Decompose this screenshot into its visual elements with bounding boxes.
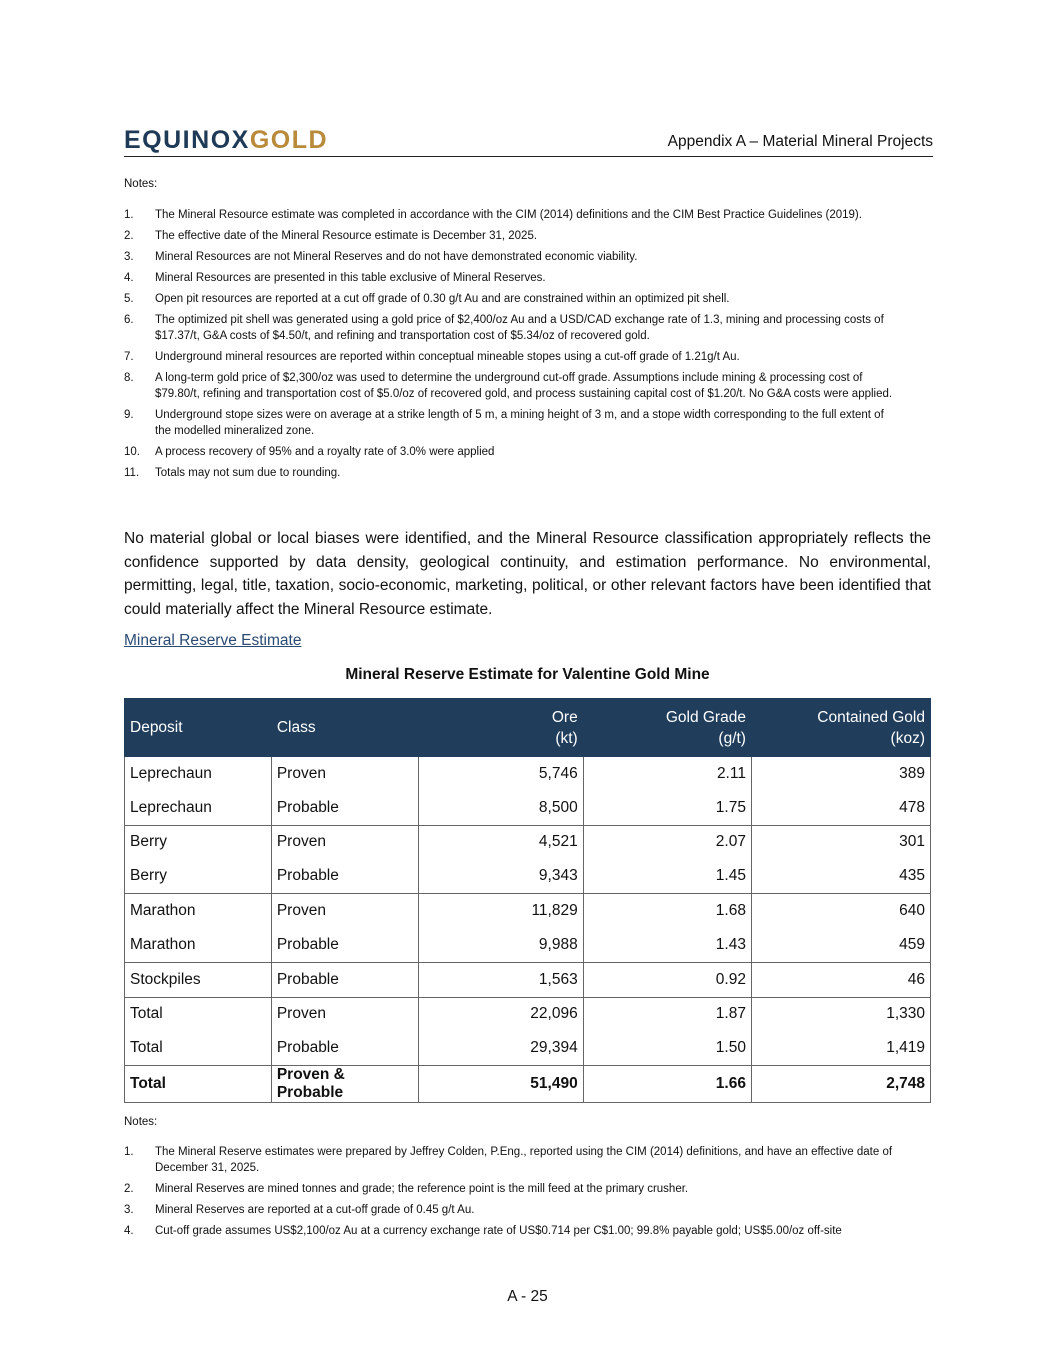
cell-ore: 11,829	[418, 894, 583, 928]
header-unit: (koz)	[890, 729, 925, 747]
cell-gold: 2,748	[751, 1066, 930, 1103]
table-row	[125, 825, 931, 859]
cell-gold: 1,330	[751, 997, 930, 1031]
note-number: 3.	[124, 251, 134, 263]
cell-deposit: Berry	[125, 859, 272, 893]
cell-ore: 51,490	[418, 1066, 583, 1103]
cell-grade: 1.68	[583, 894, 751, 928]
cell-class: Probable	[271, 859, 418, 893]
table-total-row	[125, 1066, 931, 1103]
note-text: Mineral Resources are presented in this table exclusive of Mineral Reserves.	[155, 272, 546, 284]
table-row	[125, 757, 931, 791]
cell-gold: 1,419	[751, 1031, 930, 1065]
cell-deposit: Total	[125, 1066, 272, 1103]
table-row	[125, 928, 931, 962]
cell-ore: 1,563	[418, 962, 583, 997]
note-number: 2.	[124, 230, 134, 242]
reserve-note	[124, 1144, 899, 1176]
note-text: Underground mineral resources are reported within conceptual mineable stopes using a cut-off grade of 1.21g/t Au.	[155, 351, 740, 363]
note-text: Mineral Reserves are mined tonnes and grade; the reference point is the mill feed at the primary crusher.	[155, 1183, 689, 1195]
cell-grade: 1.87	[583, 997, 751, 1031]
header-label: Contained Gold	[817, 708, 925, 726]
note-text: Underground stope sizes were on average at a strike length of 5 m, a mining height of 3 m, and a stope width corresponding to the full extent of the modelled mineralized zone.	[155, 409, 884, 437]
note-number: 5.	[124, 293, 134, 305]
page-number: A - 25	[507, 1288, 548, 1305]
note-text: Mineral Resources are not Mineral Reserves and do not have demonstrated economic viability.	[155, 251, 638, 263]
cell-grade: 2.07	[583, 825, 751, 859]
cell-grade: 1.75	[583, 791, 751, 825]
resource-note	[124, 228, 899, 244]
cell-ore: 5,746	[418, 757, 583, 791]
cell-deposit: Marathon	[125, 894, 272, 928]
cell-deposit: Berry	[125, 825, 272, 859]
note-number: 1.	[124, 1146, 134, 1158]
header-title: Appendix A – Material Mineral Projects	[667, 133, 933, 150]
cell-deposit: Stockpiles	[125, 962, 272, 997]
table-row	[125, 859, 931, 893]
cell-class: Proven	[271, 825, 418, 859]
resource-note	[124, 444, 899, 460]
cell-grade: 1.66	[583, 1066, 751, 1103]
header-label: Gold Grade	[665, 708, 746, 726]
table-row	[125, 997, 931, 1031]
cell-ore: 29,394	[418, 1031, 583, 1065]
table-row	[125, 1031, 931, 1065]
resource-note	[124, 370, 899, 402]
note-number: 6.	[124, 314, 134, 326]
note-number: 4.	[124, 1225, 134, 1237]
cell-deposit: Total	[125, 1031, 272, 1065]
cell-grade: 2.11	[583, 757, 751, 791]
note-text: A process recovery of 95% and a royalty rate of 3.0% were applied	[155, 446, 495, 458]
note-text: Open pit resources are reported at a cut off grade of 0.30 g/t Au and are constrained within an optimized pit shell.	[155, 293, 730, 305]
cell-ore: 9,343	[418, 859, 583, 893]
cell-class: Probable	[271, 791, 418, 825]
note-text: Totals may not sum due to rounding.	[155, 467, 341, 479]
header-unit: (kt)	[555, 729, 578, 747]
table-row	[125, 791, 931, 825]
note-number: 1.	[124, 209, 134, 221]
mineral-reserve-table	[124, 698, 931, 1103]
page-header	[124, 126, 933, 157]
cell-gold: 301	[751, 825, 930, 859]
note-number: 3.	[124, 1204, 134, 1216]
cell-class: Proven & Probable	[271, 1066, 418, 1103]
cell-class: Probable	[271, 962, 418, 997]
header-unit: (g/t)	[718, 729, 746, 747]
note-text: The Mineral Resource estimate was completed in accordance with the CIM (2014) definitions and the CIM Best Practice Guidelines (2019).	[155, 209, 862, 221]
cell-class: Proven	[271, 997, 418, 1031]
cell-class: Proven	[271, 757, 418, 791]
cell-deposit: Leprechaun	[125, 757, 272, 791]
column-header-deposit	[125, 699, 272, 757]
resource-note	[124, 349, 899, 365]
note-number: 8.	[124, 372, 134, 384]
note-text: Mineral Reserves are reported at a cut-off grade of 0.45 g/t Au.	[155, 1204, 475, 1216]
table-row	[125, 962, 931, 997]
header-label: Class	[276, 719, 316, 736]
header-label: Ore	[551, 708, 578, 726]
reserve-notes-label: Notes:	[124, 1116, 158, 1128]
cell-ore: 8,500	[418, 791, 583, 825]
cell-gold: 459	[751, 928, 930, 962]
logo-text-gold: GOLD	[249, 126, 329, 154]
logo-text-x: X	[231, 126, 250, 154]
note-text: The effective date of the Mineral Resource estimate is December 31, 2025.	[155, 230, 538, 242]
resource-note	[124, 249, 899, 265]
note-text: The Mineral Reserve estimates were prepared by Jeffrey Colden, P.Eng., reported using the CIM (2014) definitions, and have an effective date of December 31, 2025.	[155, 1146, 893, 1174]
cell-grade: 1.50	[583, 1031, 751, 1065]
resource-note	[124, 291, 899, 307]
mineral-reserve-estimate-link[interactable]: Mineral Reserve Estimate	[124, 632, 302, 649]
note-text: Cut-off grade assumes US$2,100/oz Au at a currency exchange rate of US$0.714 per C$1.00; 99.8% payable gold; US$5.00/oz off-site	[155, 1225, 842, 1237]
cell-grade: 1.45	[583, 859, 751, 893]
logo-text-o: O	[210, 126, 232, 154]
note-number: 4.	[124, 272, 134, 284]
resource-note	[124, 465, 899, 481]
reserve-note	[124, 1181, 899, 1197]
column-header-contained-gold	[751, 699, 930, 757]
cell-grade: 0.92	[583, 962, 751, 997]
cell-ore: 4,521	[418, 825, 583, 859]
cell-class: Probable	[271, 928, 418, 962]
resource-note	[124, 270, 899, 286]
cell-class: Proven	[271, 894, 418, 928]
equinox-gold-logo	[124, 126, 328, 154]
column-header-class	[271, 699, 418, 757]
resource-notes-label: Notes:	[124, 178, 158, 190]
resource-notes-list	[124, 207, 899, 486]
note-text: The optimized pit shell was generated using a gold price of $2,400/oz Au and a USD/CAD exchange rate of 1.3, mining and processing costs of $17.37/t, G&A costs of $4.50/t, and refining and transportation cost of $5.34/oz of recovered gold.	[155, 314, 884, 342]
resource-note	[124, 207, 899, 223]
resource-note	[124, 407, 899, 439]
resource-note	[124, 312, 899, 344]
cell-gold: 435	[751, 859, 930, 893]
note-number: 9.	[124, 409, 134, 421]
cell-grade: 1.43	[583, 928, 751, 962]
table-header-row	[125, 699, 931, 757]
body-paragraph: No material global or local biases were identified, and the Mineral Resource classification appropriately reflects the confidence supported by data density, geological continuity, and estimation performance. No environmental, permitting, legal, title, taxation, socio-economic, marketing, political, or other relevant factors have been identified that could materially affect the Mineral Resource estimate.	[124, 530, 931, 618]
note-number: 11.	[124, 467, 140, 479]
cell-gold: 46	[751, 962, 930, 997]
logo-text-equin: EQUIN	[124, 126, 211, 154]
column-header-gold-grade	[583, 699, 751, 757]
note-number: 7.	[124, 351, 134, 363]
cell-class: Probable	[271, 1031, 418, 1065]
cell-deposit: Leprechaun	[125, 791, 272, 825]
cell-ore: 9,988	[418, 928, 583, 962]
cell-deposit: Marathon	[125, 928, 272, 962]
reserve-note	[124, 1223, 899, 1239]
column-header-ore	[418, 699, 583, 757]
reserve-notes-list	[124, 1144, 899, 1244]
table-row	[125, 894, 931, 928]
note-number: 2.	[124, 1183, 134, 1195]
cell-gold: 389	[751, 757, 930, 791]
note-number: 10.	[124, 446, 140, 458]
header-label: Deposit	[130, 719, 183, 736]
note-text: A long-term gold price of $2,300/oz was used to determine the underground cut-off grade. Assumptions include mining & processing cost of $79.80/t, refining and transportation cost of $5.0/oz of recovered gold, and process sustaining capital cost of $1.20/t. No G&A costs were applied.	[155, 372, 893, 400]
reserve-note	[124, 1202, 899, 1218]
cell-gold: 640	[751, 894, 930, 928]
cell-deposit: Total	[125, 997, 272, 1031]
cell-ore: 22,096	[418, 997, 583, 1031]
cell-gold: 478	[751, 791, 930, 825]
table-caption: Mineral Reserve Estimate for Valentine Gold Mine	[345, 666, 710, 683]
